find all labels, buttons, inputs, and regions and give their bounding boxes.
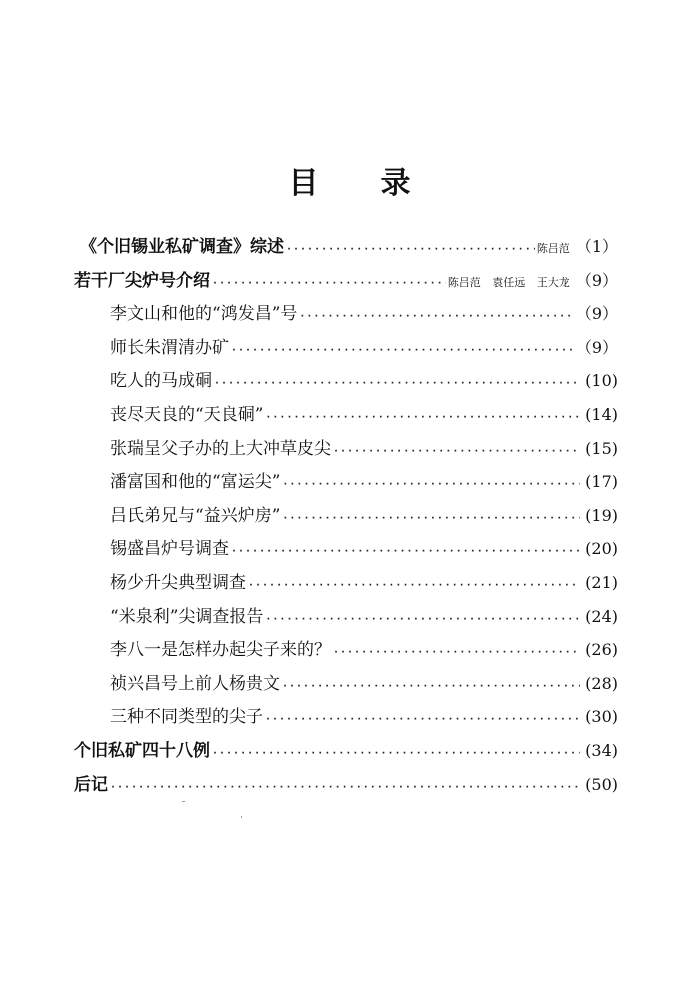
dot-leader <box>286 244 535 255</box>
toc-entry-title: 若干厂尖炉号介绍 <box>74 270 210 291</box>
toc-subentry[interactable] <box>74 568 618 602</box>
toc-entry-page: (30) <box>585 707 618 727</box>
toc-entry-page: (19) <box>585 505 618 525</box>
toc-entry-page: (21) <box>585 572 618 592</box>
toc-entry-title: 丧尽天良的“天良硐” <box>110 404 264 425</box>
toc-entry-page: (20) <box>585 539 618 559</box>
toc-entry-page: （1） <box>575 237 618 256</box>
dot-leader <box>333 446 580 457</box>
toc-entry-authors: 陈吕范 袁任远 王大龙 <box>447 275 570 289</box>
toc-entry-page: (28) <box>585 673 618 693</box>
toc-entry-page: (17) <box>585 472 618 492</box>
toc-entry-page: （9） <box>575 304 618 324</box>
dot-leader <box>265 614 580 625</box>
toc-entry-title: 三种不同类型的尖子 <box>110 707 263 728</box>
toc-entry-authors: 陈吕范 <box>536 242 570 255</box>
dot-leader <box>212 748 580 759</box>
toc-entry[interactable] <box>74 266 618 300</box>
toc-entry[interactable] <box>74 736 618 770</box>
toc-entry-page: (34) <box>585 740 618 760</box>
dot-leader <box>265 714 580 725</box>
toc-entry-title: 《个旧锡业私矿调查》综述 <box>80 237 284 257</box>
speck <box>241 816 242 818</box>
toc-entry-page: (26) <box>585 640 618 660</box>
toc-subentry[interactable] <box>74 702 618 736</box>
toc-subentry[interactable] <box>74 635 618 669</box>
toc-entry-title: 李八一是怎样办起尖子来的？ <box>110 640 331 661</box>
toc-entry-page: (15) <box>585 438 618 458</box>
toc-entry-title: 李文山和他的“鸿发昌”号 <box>110 304 298 325</box>
toc-entry-page: (24) <box>585 606 618 626</box>
toc-entry-page: （9） <box>575 270 618 290</box>
toc-entry-title: 潘富国和他的“富运尖” <box>110 472 281 493</box>
dot-leader <box>231 546 580 557</box>
toc-subentry[interactable] <box>74 501 618 535</box>
toc-subentry[interactable] <box>74 333 618 367</box>
dot-leader <box>282 513 580 524</box>
toc-subentry[interactable] <box>74 400 618 434</box>
toc-entry[interactable] <box>74 232 618 266</box>
dot-leader <box>282 681 580 692</box>
dot-leader <box>212 278 446 289</box>
toc-entry-title: 锡盛昌炉号调查 <box>110 539 229 560</box>
toc-subentry[interactable] <box>74 467 618 501</box>
toc-entry-title: 师长朱渭清办矿 <box>110 337 229 358</box>
toc-entry-title: 吃人的马成硐 <box>110 371 212 392</box>
toc-subentry[interactable] <box>74 669 618 703</box>
toc-entry-title: 杨少升尖典型调查 <box>110 572 246 593</box>
toc-entry[interactable] <box>74 770 618 804</box>
toc-entry-page: (50) <box>585 774 618 794</box>
dot-leader <box>214 378 580 389</box>
dot-leader <box>110 782 580 793</box>
toc-entry-page: （9） <box>575 337 618 357</box>
page-title-char-1: 目 <box>288 166 319 201</box>
toc-subentry[interactable] <box>74 602 618 636</box>
page-title <box>0 158 699 202</box>
toc-entry-title: 祯兴昌号上前人杨贵文 <box>110 673 280 694</box>
dot-leader <box>231 345 574 356</box>
toc-entry-title: 张瑞呈父子办的上大冲草皮尖 <box>110 438 331 459</box>
page-title-char-2: 录 <box>380 166 411 201</box>
dot-leader <box>299 311 573 322</box>
dot-leader <box>282 479 580 490</box>
speck <box>182 801 185 802</box>
table-of-contents <box>74 232 618 803</box>
toc-subentry[interactable] <box>74 534 618 568</box>
toc-entry-title: 后记 <box>74 774 108 795</box>
toc-entry-page: (10) <box>585 371 618 391</box>
toc-entry-title: “米泉利”尖调查报告 <box>110 606 264 627</box>
toc-entry-page: (14) <box>585 404 618 424</box>
dot-leader <box>333 647 580 658</box>
toc-entry-title: 吕氏弟兄与“益兴炉房” <box>110 505 281 526</box>
toc-subentry[interactable] <box>74 366 618 400</box>
toc-subentry[interactable] <box>74 434 618 468</box>
dot-leader <box>248 580 580 591</box>
dot-leader <box>265 412 580 423</box>
toc-subentry[interactable] <box>74 299 618 333</box>
toc-entry-title: 个旧私矿四十八例 <box>74 740 210 761</box>
